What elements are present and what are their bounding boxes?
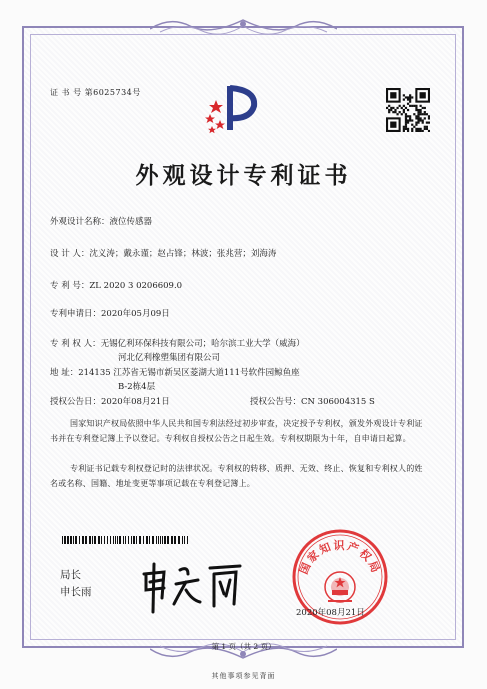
patent-number-label: 专 利 号： <box>50 281 90 291</box>
address-row-2 <box>118 380 155 392</box>
design-name-row <box>50 215 152 227</box>
director-signature <box>136 560 246 615</box>
grant-date-label: 授权公告日： <box>50 397 102 407</box>
designer-value: 沈义涛；戴永谨；赵占锋；林波；张兆营；刘海涛 <box>89 249 277 259</box>
patentee-value-line1: 无锡亿利环保科技有限公司；哈尔滨工业大学（威海） <box>100 339 305 349</box>
patent-number-row <box>50 279 182 291</box>
address-value-line1: 214135 江苏省无锡市新吴区菱湖大道111号软件园鲸鱼座 <box>78 368 300 378</box>
grant-date-value: 2020年08月21日 <box>101 397 170 407</box>
grant-number-row <box>250 395 375 407</box>
footnote: 其他事项参见背面 <box>211 672 276 680</box>
qr-code-icon <box>386 88 430 132</box>
seal-date: 2020年08月21日 <box>296 608 365 618</box>
patent-number-value: ZL 2020 3 0206609.0 <box>89 281 183 291</box>
grant-paragraph: 国家知识产权局依照中华人民共和国专利法经过初步审查，决定授予专利权，颁发外观设计专利证书并在专利登记簿上予以登记。专利权自授权公告之日起生效。专利权期限为十年，自申请日起算。 <box>50 419 423 443</box>
filing-date-row <box>50 307 170 319</box>
director-title: 局长 <box>60 569 81 581</box>
patentee-value-line2: 河北亿利橡塑集团有限公司 <box>118 353 221 363</box>
designer-label: 设 计 人： <box>50 249 90 259</box>
design-name-label: 外观设计名称： <box>50 217 110 227</box>
filing-date-label: 专利申请日： <box>50 309 102 319</box>
certificate-number: 证 书 号 第6025734号 <box>50 88 141 97</box>
designer-row <box>50 247 276 259</box>
barcode-icon <box>62 536 192 544</box>
page-indicator: 第 1 页（共 2 页） <box>211 642 276 651</box>
design-name-value: 液位传感器 <box>109 217 153 227</box>
address-row <box>50 366 300 378</box>
certificate-title: 外观设计专利证书 <box>135 162 352 189</box>
address-value-line2: B-2栋4层 <box>118 382 156 392</box>
patentee-row <box>50 337 305 349</box>
national-emblem-icon <box>325 572 355 602</box>
grant-number-label: 授权公告号： <box>250 397 302 407</box>
top-ornament <box>150 14 337 44</box>
grant-number-value: CN 306004315 S <box>301 397 375 407</box>
filing-date-value: 2020年05月09日 <box>101 309 170 319</box>
patentee-row-2 <box>118 351 220 363</box>
seal-text: 国家知识产权局 <box>297 539 383 577</box>
address-label: 地 址： <box>50 368 79 378</box>
legal-status-paragraph: 专利证书记载专利权登记时的法律状况。专利权的转移、质押、无效、终止、恢复和专利权人的姓名或名称、国籍、地址变更等事项记载在专利登记簿上。 <box>50 464 423 488</box>
grant-date-row <box>50 395 170 407</box>
patentee-label: 专 利 权 人： <box>50 339 101 349</box>
cnipa-logo-icon <box>204 80 260 138</box>
director-name: 申长雨 <box>60 586 92 598</box>
